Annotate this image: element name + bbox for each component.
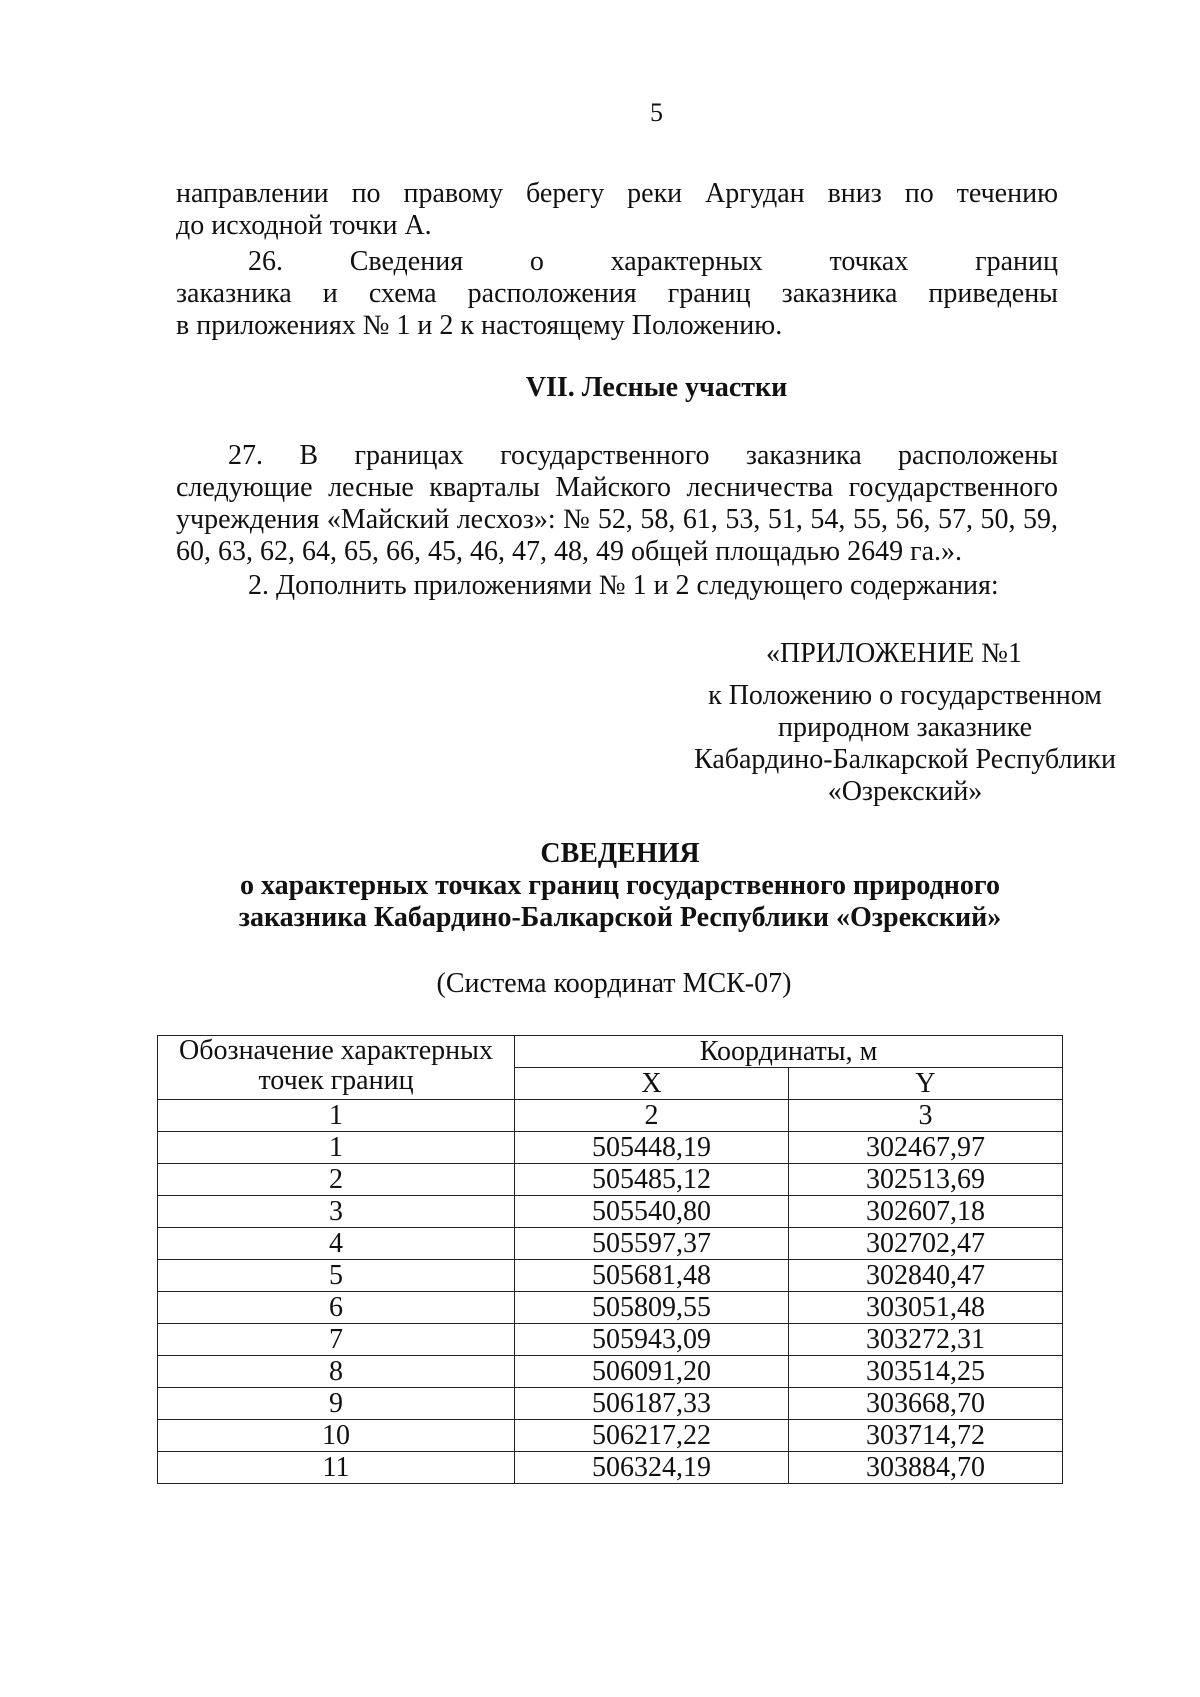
table-row [158,1132,1063,1164]
x-coordinate-cell: 505681,48 [515,1260,789,1292]
point-cell: 9 [158,1388,515,1420]
point-cell: 11 [158,1452,515,1484]
point-cell: 2 [158,1164,515,1196]
y-coordinate-cell: 303514,25 [789,1356,1063,1388]
table-row [158,1452,1063,1484]
table-row [158,1356,1063,1388]
x-coordinate-cell: 506217,22 [515,1420,789,1452]
point-cell: 4 [158,1228,515,1260]
table-row [158,1420,1063,1452]
x-coordinate-cell: 505809,55 [515,1292,789,1324]
item26-line-1: 26. Сведения о характерных точках границ [248,246,1058,277]
document-title-line-2: заказника Кабардино-Балкарской Республики «Озрекский» [238,902,1002,933]
intro-line-1: направлении по правому берегу реки Аргудан вниз по течению [176,178,1058,209]
column-number-2: 2 [515,1100,789,1132]
point-cell: 1 [158,1132,515,1164]
item27-line-2: следующие лесные кварталы Майского лесничества государственного [176,472,1058,503]
item26-line-2: заказника и схема расположения границ заказника приведены [176,278,1058,309]
x-coordinate-cell: 506091,20 [515,1356,789,1388]
y-coordinate-cell: 303051,48 [789,1292,1063,1324]
item-27-line-3-block [176,504,1058,536]
item-27-line-2-block [176,472,1058,504]
header-x: X [515,1068,789,1100]
table-row [158,1388,1063,1420]
column-number-1: 1 [158,1100,515,1132]
x-coordinate-cell: 505540,80 [515,1196,789,1228]
item-26-second-line [176,278,1058,310]
coordinates-table [157,1035,1063,1484]
appendix-line-3: Кабардино-Балкарской Республики [694,744,1116,775]
point-cell: 3 [158,1196,515,1228]
y-coordinate-cell: 302702,47 [789,1228,1063,1260]
y-coordinate-cell: 302467,97 [789,1132,1063,1164]
header-coordinates: Координаты, м [515,1036,1063,1068]
item27-line-4: 60, 63, 62, 64, 65, 66, 45, 46, 47, 48, 49 общей площадью 2649 га.». [176,536,963,567]
point-cell: 7 [158,1324,515,1356]
intro-line-2: до исходной точки А. [176,210,432,241]
y-coordinate-cell: 303714,72 [789,1420,1063,1452]
document-title [120,838,1120,934]
appendix-line-4: «Озрекский» [827,776,983,807]
y-coordinate-cell: 303272,31 [789,1324,1063,1356]
table-row [158,1164,1063,1196]
table-row [158,1196,1063,1228]
table-row [158,1228,1063,1260]
y-coordinate-cell: 302840,47 [789,1260,1063,1292]
x-coordinate-cell: 506324,19 [515,1452,789,1484]
document-title-line-1: о характерных точках границ государственного природного [240,870,1000,901]
intro-paragraph [176,178,1058,210]
point-cell: 5 [158,1260,515,1292]
y-coordinate-cell: 302607,18 [789,1196,1063,1228]
appendix-reference [680,680,1130,808]
appendix-line-1: к Положению о государственном [708,680,1102,711]
table-row [158,1292,1063,1324]
item-27-line-4-block [176,536,1058,568]
page-number: 5 [650,98,663,127]
point-cell: 8 [158,1356,515,1388]
x-coordinate-cell: 505943,09 [515,1324,789,1356]
header-y: Y [789,1068,1063,1100]
table-row [158,1260,1063,1292]
y-coordinate-cell: 302513,69 [789,1164,1063,1196]
section-heading: VII. Лесные участки [525,372,788,403]
point-cell: 6 [158,1292,515,1324]
column-number-3: 3 [789,1100,1063,1132]
x-coordinate-cell: 505597,37 [515,1228,789,1260]
document-title-main: СВЕДЕНИЯ [540,838,700,869]
table-header-row [158,1036,1063,1068]
intro-paragraph-end [176,210,1058,242]
y-coordinate-cell: 303668,70 [789,1388,1063,1420]
y-coordinate-cell: 303884,70 [789,1452,1063,1484]
table-row [158,1324,1063,1356]
coordinate-system: (Система координат МСК-07) [436,968,792,999]
appendix-title: «ПРИЛОЖЕНИЕ №1 [766,638,1022,669]
item-26-third-line [176,310,1058,342]
item-27-first-line [228,440,1058,472]
item-2: 2. Дополнить приложениями № 1 и 2 следующего содержания: [248,570,999,601]
item26-line-3: в приложениях № 1 и 2 к настоящему Положению. [176,310,783,341]
header-point-designation: Обозначение характерных точек границ [158,1036,515,1100]
item27-line-3: учреждения «Майский лесхоз»: № 52, 58, 61, 53, 51, 54, 55, 56, 57, 50, 59, [176,504,1058,535]
x-coordinate-cell: 505485,12 [515,1164,789,1196]
appendix-line-2: природном заказнике [777,712,1033,743]
x-coordinate-cell: 506187,33 [515,1388,789,1420]
x-coordinate-cell: 505448,19 [515,1132,789,1164]
point-cell: 10 [158,1420,515,1452]
item27-line-1: 27. В границах государственного заказника расположены [228,440,1058,471]
table-column-numbers-row [158,1100,1063,1132]
item-26-first-line [248,246,1058,278]
